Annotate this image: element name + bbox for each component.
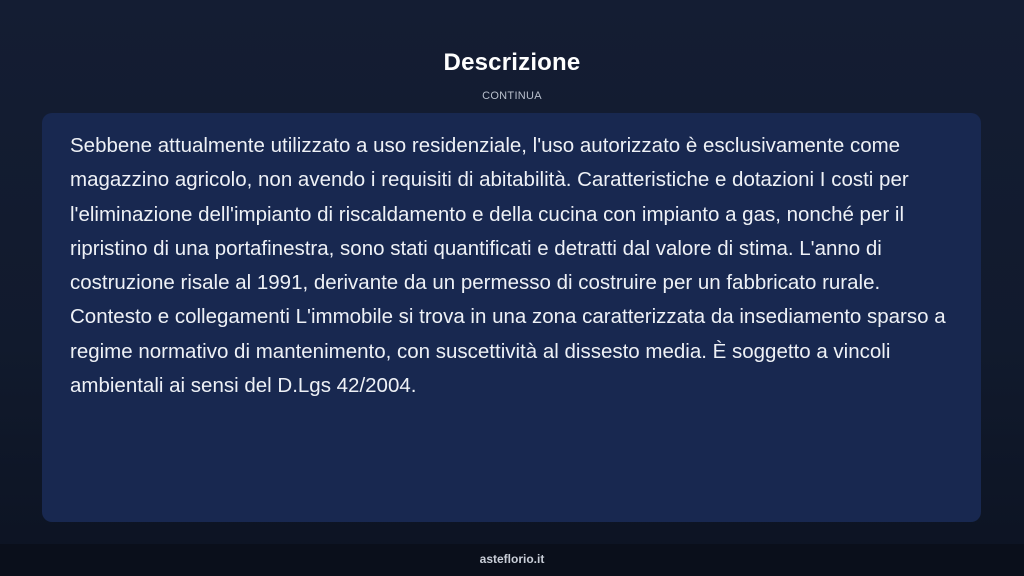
description-text: Sebbene attualmente utilizzato a uso residenziale, l'uso autorizzato è esclusivamente come magazzino agricolo, non avendo i requisiti di abitabilità. Caratteristiche e dotazioni I costi per l'eliminazione dell'impianto di riscaldamento e della cucina con impianto a gas, nonché per il ripristino di una portafinestra, sono stati quantificati e detratti dal valore di stima. L'anno di costruzione risale al 1991, derivante da un permesso di costruire per un fabbricato rurale. Contesto e collegamenti L'immobile si trova in una zona caratterizzata da insediamento sparso a regime normativo di mantenimento, con suscettività al dissesto media. È soggetto a vincoli ambientali ai sensi del D.Lgs 42/2004.: [70, 134, 946, 398]
page-title: Descrizione: [443, 49, 581, 76]
description-card: [42, 113, 981, 522]
footer-site-label: asteflorio.it: [479, 552, 545, 566]
footer-bar: [0, 544, 1024, 576]
continue-label[interactable]: CONTINUA: [482, 90, 542, 102]
